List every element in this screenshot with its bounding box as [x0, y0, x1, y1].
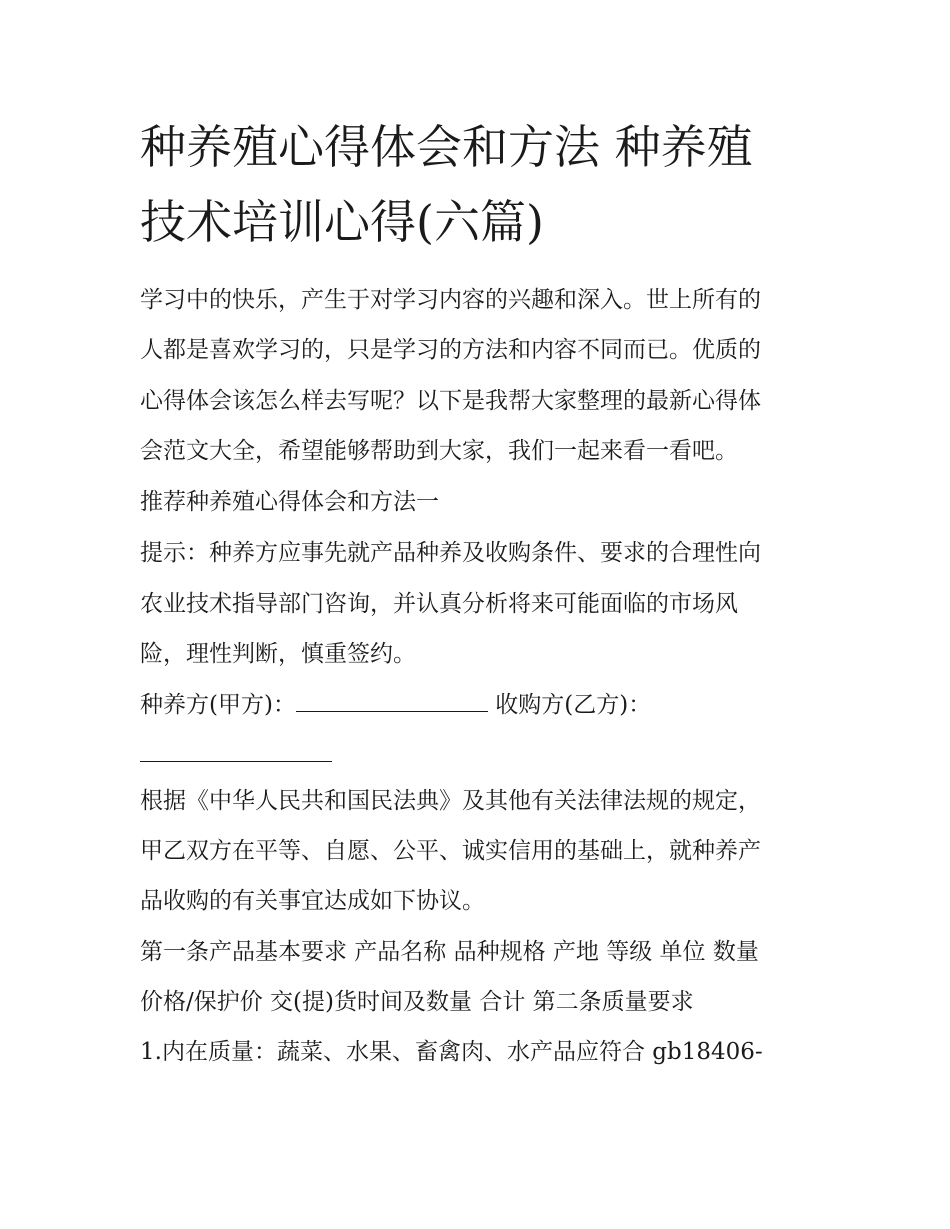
- parties-line: [140, 690, 651, 720]
- intro-line-3: 心得体会该怎么样去写呢？以下是我帮大家整理的最新心得体: [140, 388, 761, 414]
- tip-line-2: 农业技术指导部门咨询，并认真分析将来可能面临的市场风: [140, 591, 738, 617]
- intro-line-1: 学习中的快乐，产生于对学习内容的兴趣和深入。世上所有的: [140, 287, 761, 313]
- tip-line-1: 提示：种养方应事先就产品种养及收购条件、要求的合理性向: [140, 540, 761, 566]
- document-title-line-1: 种养殖心得体会和方法 种养殖: [140, 120, 753, 174]
- article-line-3: 1.内在质量：蔬菜、水果、畜禽肉、水产品应符合 gb18406-: [140, 1039, 763, 1065]
- section-heading: 推荐种养殖心得体会和方法一: [140, 489, 439, 515]
- law-line-3: 品收购的有关事宜达成如下协议。: [140, 888, 485, 914]
- party-b-blank: [140, 741, 332, 762]
- document-title-line-2: 技术培训心得(六篇): [140, 195, 544, 249]
- party-b-label: 收购方(乙方)：: [495, 692, 652, 718]
- party-a-blank: [296, 691, 488, 712]
- intro-line-2: 人都是喜欢学习的，只是学习的方法和内容不同而已。优质的: [140, 337, 761, 363]
- party-a-label: 种养方(甲方)：: [140, 692, 296, 718]
- party-b-blank-line: [140, 740, 332, 770]
- law-line-2: 甲乙双方在平等、自愿、公平、诚实信用的基础上，就种养产: [140, 838, 761, 864]
- law-line-1: 根据《中华人民共和国民法典》及其他有关法律法规的规定，: [140, 788, 761, 814]
- intro-line-4: 会范文大全，希望能够帮助到大家，我们一起来看一看吧。: [140, 438, 738, 464]
- tip-line-3: 险，理性判断，慎重签约。: [140, 641, 416, 667]
- article-line-2: 价格/保护价 交(提)货时间及数量 合计 第二条质量要求: [140, 989, 694, 1015]
- article-line-1: 第一条产品基本要求 产品名称 品种规格 产地 等级 单位 数量: [140, 939, 759, 965]
